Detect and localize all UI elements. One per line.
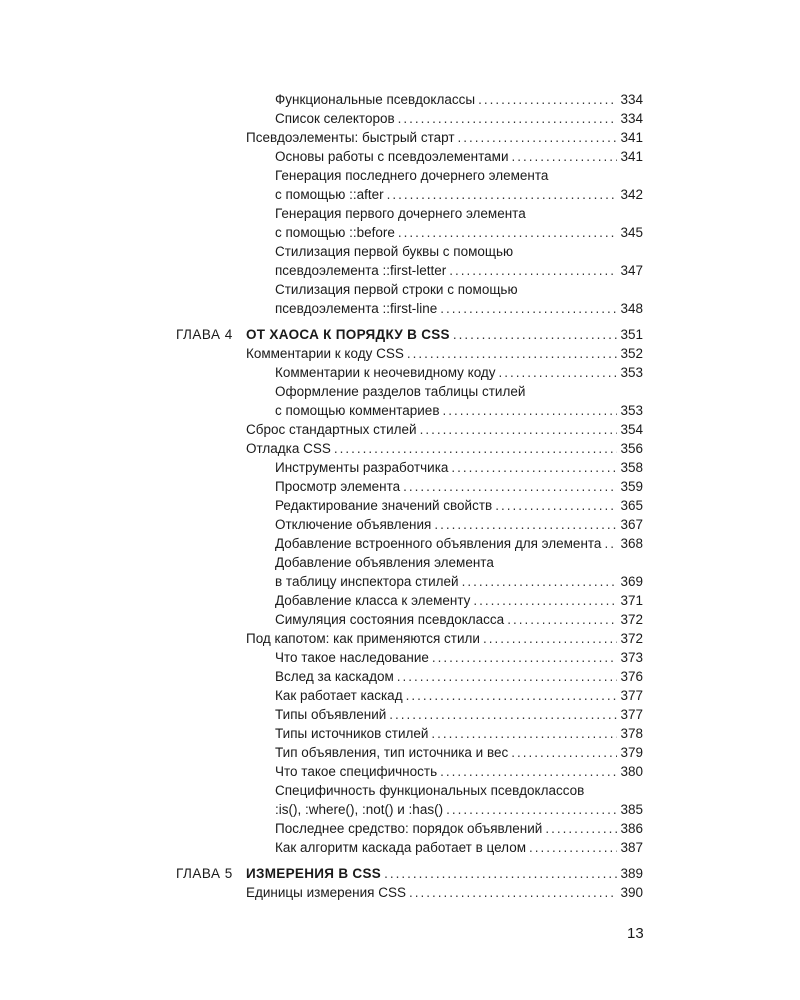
toc-page-number: 341 xyxy=(620,130,643,145)
toc-row xyxy=(0,724,800,743)
dot-leader xyxy=(398,223,618,242)
toc-entry-title: Редактирование значений свойств xyxy=(275,498,493,513)
toc-entry xyxy=(275,109,643,128)
toc-entry-title: Типы источников стилей xyxy=(275,726,429,741)
toc-entry-title: Единицы измерения CSS xyxy=(246,885,406,900)
toc-entry xyxy=(246,420,643,439)
toc-row xyxy=(0,204,800,223)
toc-entry-title: Последнее средство: порядок объявлений xyxy=(275,821,543,836)
toc-row xyxy=(0,128,800,147)
toc-entry xyxy=(275,534,643,553)
toc-entry xyxy=(275,743,643,762)
toc-entry xyxy=(246,325,643,344)
toc-row xyxy=(0,800,800,819)
toc-entry-title: Типы объявлений xyxy=(275,707,387,722)
toc-entry-title: Специфичность функциональных псевдоклассов xyxy=(275,783,585,798)
toc-row xyxy=(0,185,800,204)
toc-entry xyxy=(275,166,643,185)
toc-row xyxy=(0,553,800,572)
toc-page-number: 347 xyxy=(620,263,643,278)
toc-entry xyxy=(275,496,643,515)
dot-leader xyxy=(451,458,617,477)
toc-row xyxy=(0,363,800,382)
toc-entry xyxy=(275,280,643,299)
toc-row xyxy=(0,705,800,724)
toc-entry-title: псевдоэлемента ::first-letter xyxy=(275,263,447,278)
toc-row xyxy=(0,629,800,648)
toc-entry-title: в таблицу инспектора стилей xyxy=(275,574,459,589)
dot-leader xyxy=(529,838,617,857)
toc-page-number: 372 xyxy=(620,631,643,646)
toc-entry-title: Что такое наследование xyxy=(275,650,429,665)
dot-leader xyxy=(449,261,617,280)
toc-entry xyxy=(275,382,643,401)
toc-entry xyxy=(275,705,643,724)
toc-entry-title: с помощью ::before xyxy=(275,225,395,240)
chapter-title: ИЗМЕРЕНИЯ В CSS xyxy=(246,866,382,881)
dot-leader xyxy=(507,610,617,629)
toc-entry-title: Тип объявления, тип источника и вес xyxy=(275,745,509,760)
toc-entry-title: Комментарии к неочевидному коду xyxy=(275,365,496,380)
toc-entry-title: Добавление объявления элемента xyxy=(275,555,494,570)
toc-page-number: 369 xyxy=(620,574,643,589)
table-of-contents xyxy=(0,90,800,902)
toc-row xyxy=(0,420,800,439)
dot-leader xyxy=(499,363,618,382)
toc-page-number: 358 xyxy=(620,460,643,475)
toc-page-number: 367 xyxy=(620,517,643,532)
toc-entry xyxy=(275,610,643,629)
toc-page-number: 365 xyxy=(620,498,643,513)
toc-entry-title: :is(), :where(), :not() и :has() xyxy=(275,802,444,817)
dot-leader xyxy=(387,185,618,204)
toc-entry-title: Основы работы с псевдоэлементами xyxy=(275,149,509,164)
toc-entry-title: Генерация первого дочернего элемента xyxy=(275,206,526,221)
toc-page-number: 373 xyxy=(620,650,643,665)
toc-row xyxy=(0,591,800,610)
toc-entry-title: Стилизация первой строки с помощью xyxy=(275,282,518,297)
dot-leader xyxy=(458,128,618,147)
toc-row xyxy=(0,242,800,261)
toc-entry xyxy=(275,299,643,318)
toc-row xyxy=(0,762,800,781)
toc-entry xyxy=(275,223,643,242)
toc-page-number: 387 xyxy=(620,840,643,855)
dot-leader xyxy=(511,743,617,762)
dot-leader xyxy=(545,819,617,838)
dot-leader xyxy=(389,705,617,724)
toc-row xyxy=(0,686,800,705)
toc-entry xyxy=(275,838,643,857)
toc-page-number: 354 xyxy=(620,422,643,437)
toc-entry xyxy=(246,344,643,363)
toc-row xyxy=(0,344,800,363)
dot-leader xyxy=(397,667,618,686)
toc-page-number: 334 xyxy=(620,111,643,126)
toc-entry xyxy=(275,819,643,838)
toc-page-number: 390 xyxy=(620,885,643,900)
toc-entry xyxy=(275,724,643,743)
toc-page-number: 353 xyxy=(620,365,643,380)
toc-row xyxy=(0,610,800,629)
toc-page-number: 376 xyxy=(620,669,643,684)
toc-entry xyxy=(275,401,643,420)
dot-leader xyxy=(334,439,618,458)
toc-row xyxy=(0,781,800,800)
toc-row xyxy=(0,534,800,553)
toc-entry xyxy=(275,667,643,686)
toc-entry-title: Отладка CSS xyxy=(246,441,331,456)
dot-leader xyxy=(384,864,617,883)
toc-entry xyxy=(275,477,643,496)
toc-row xyxy=(0,299,800,318)
dot-leader xyxy=(403,477,617,496)
toc-entry xyxy=(275,363,643,382)
toc-row xyxy=(0,819,800,838)
toc-entry xyxy=(275,90,643,109)
dot-leader xyxy=(431,724,617,743)
toc-page-number: 334 xyxy=(620,92,643,107)
toc-entry-title: Что такое специфичность xyxy=(275,764,438,779)
toc-row xyxy=(0,477,800,496)
toc-row xyxy=(0,166,800,185)
toc-row xyxy=(0,496,800,515)
toc-entry-title: Симуляция состояния псевдокласса xyxy=(275,612,505,627)
chapter-label: ГЛАВА 4 xyxy=(176,327,233,342)
dot-leader xyxy=(462,572,618,591)
toc-entry-title: Просмотр элемента xyxy=(275,479,401,494)
toc-page-number: 348 xyxy=(620,301,643,316)
dot-leader xyxy=(434,515,617,534)
page-number: 13 xyxy=(627,925,644,942)
toc-page-number: 345 xyxy=(620,225,643,240)
toc-entry xyxy=(275,242,643,261)
toc-chapter-row xyxy=(0,864,800,883)
dot-leader xyxy=(409,883,618,902)
toc-entry-title: Генерация последнего дочернего элемента xyxy=(275,168,549,183)
toc-entry-title: Добавление встроенного объявления для элемента xyxy=(275,536,602,551)
toc-entry xyxy=(246,128,643,147)
toc-row xyxy=(0,439,800,458)
toc-entry-title: с помощью ::after xyxy=(275,187,384,202)
dot-leader xyxy=(446,800,617,819)
toc-page-number: 341 xyxy=(620,149,643,164)
toc-entry xyxy=(275,648,643,667)
toc-entry-title: Стилизация первой буквы с помощью xyxy=(275,244,514,259)
dot-leader xyxy=(483,629,618,648)
toc-row xyxy=(0,883,800,902)
toc-entry-title: Как работает каскад xyxy=(275,688,403,703)
toc-entry-title: Как алгоритм каскада работает в целом xyxy=(275,840,526,855)
toc-page-number: 353 xyxy=(620,403,643,418)
toc-entry-title: Сброс стандартных стилей xyxy=(246,422,417,437)
toc-page-number: 377 xyxy=(620,688,643,703)
dot-leader xyxy=(495,496,617,515)
toc-entry-title: Отключение объявления xyxy=(275,517,432,532)
toc-row xyxy=(0,223,800,242)
toc-page-number: 377 xyxy=(620,707,643,722)
toc-page-number: 371 xyxy=(620,593,643,608)
dot-leader xyxy=(420,420,618,439)
dot-leader xyxy=(478,90,617,109)
toc-page-number: 351 xyxy=(620,327,643,342)
toc-entry-title: псевдоэлемента ::first-line xyxy=(275,301,438,316)
toc-entry-title: Псевдоэлементы: быстрый старт xyxy=(246,130,455,145)
toc-row xyxy=(0,743,800,762)
dot-leader xyxy=(432,648,618,667)
dot-leader xyxy=(512,147,618,166)
toc-row xyxy=(0,458,800,477)
toc-entry xyxy=(275,686,643,705)
dot-leader xyxy=(604,534,617,553)
chapter-title: ОТ ХАОСА К ПОРЯДКУ В CSS xyxy=(246,327,450,342)
chapter-label: ГЛАВА 5 xyxy=(176,866,233,881)
toc-entry xyxy=(275,204,643,223)
toc-entry xyxy=(275,572,643,591)
toc-row xyxy=(0,515,800,534)
toc-entry-title: Вслед за каскадом xyxy=(275,669,394,684)
toc-row xyxy=(0,90,800,109)
toc-entry xyxy=(275,591,643,610)
toc-entry xyxy=(275,781,643,800)
toc-row xyxy=(0,109,800,128)
toc-entry-title: Под капотом: как применяются стили xyxy=(246,631,480,646)
toc-entry xyxy=(275,458,643,477)
toc-page-number: 352 xyxy=(620,346,643,361)
toc-row xyxy=(0,261,800,280)
toc-entry xyxy=(275,553,643,572)
dot-leader xyxy=(407,344,618,363)
toc-entry xyxy=(275,261,643,280)
dot-leader xyxy=(440,299,617,318)
toc-row xyxy=(0,382,800,401)
toc-entry-title: Оформление разделов таблицы стилей xyxy=(275,384,526,399)
toc-page-number: 368 xyxy=(620,536,643,551)
toc-entry-title: Добавление класса к элементу xyxy=(275,593,471,608)
toc-entry xyxy=(246,629,643,648)
toc-entry xyxy=(275,147,643,166)
toc-row xyxy=(0,667,800,686)
toc-page-number: 386 xyxy=(620,821,643,836)
toc-entry xyxy=(275,800,643,819)
dot-leader xyxy=(453,325,618,344)
toc-row xyxy=(0,838,800,857)
toc-entry xyxy=(275,762,643,781)
toc-page-number: 389 xyxy=(620,866,643,881)
toc-page-number: 378 xyxy=(620,726,643,741)
toc-entry-title: Инструменты разработчика xyxy=(275,460,449,475)
toc-entry-title: с помощью комментариев xyxy=(275,403,440,418)
toc-entry-title: Комментарии к коду CSS xyxy=(246,346,404,361)
dot-leader xyxy=(398,109,618,128)
toc-entry xyxy=(246,864,643,883)
toc-page-number: 379 xyxy=(620,745,643,760)
toc-entry xyxy=(275,185,643,204)
toc-row xyxy=(0,648,800,667)
toc-page-number: 356 xyxy=(620,441,643,456)
toc-row xyxy=(0,280,800,299)
dot-leader xyxy=(406,686,618,705)
toc-page-number: 385 xyxy=(620,802,643,817)
toc-row xyxy=(0,572,800,591)
toc-chapter-row xyxy=(0,325,800,344)
toc-row xyxy=(0,147,800,166)
toc-entry-title: Функциональные псевдоклассы xyxy=(275,92,476,107)
dot-leader xyxy=(473,591,617,610)
dot-leader xyxy=(440,762,617,781)
toc-entry-title: Список селекторов xyxy=(275,111,395,126)
toc-page-number: 359 xyxy=(620,479,643,494)
toc-entry xyxy=(275,515,643,534)
dot-leader xyxy=(443,401,618,420)
toc-page-number: 342 xyxy=(620,187,643,202)
toc-page-number: 372 xyxy=(620,612,643,627)
toc-page-number: 380 xyxy=(620,764,643,779)
toc-entry xyxy=(246,439,643,458)
toc-row xyxy=(0,401,800,420)
toc-entry xyxy=(246,883,643,902)
